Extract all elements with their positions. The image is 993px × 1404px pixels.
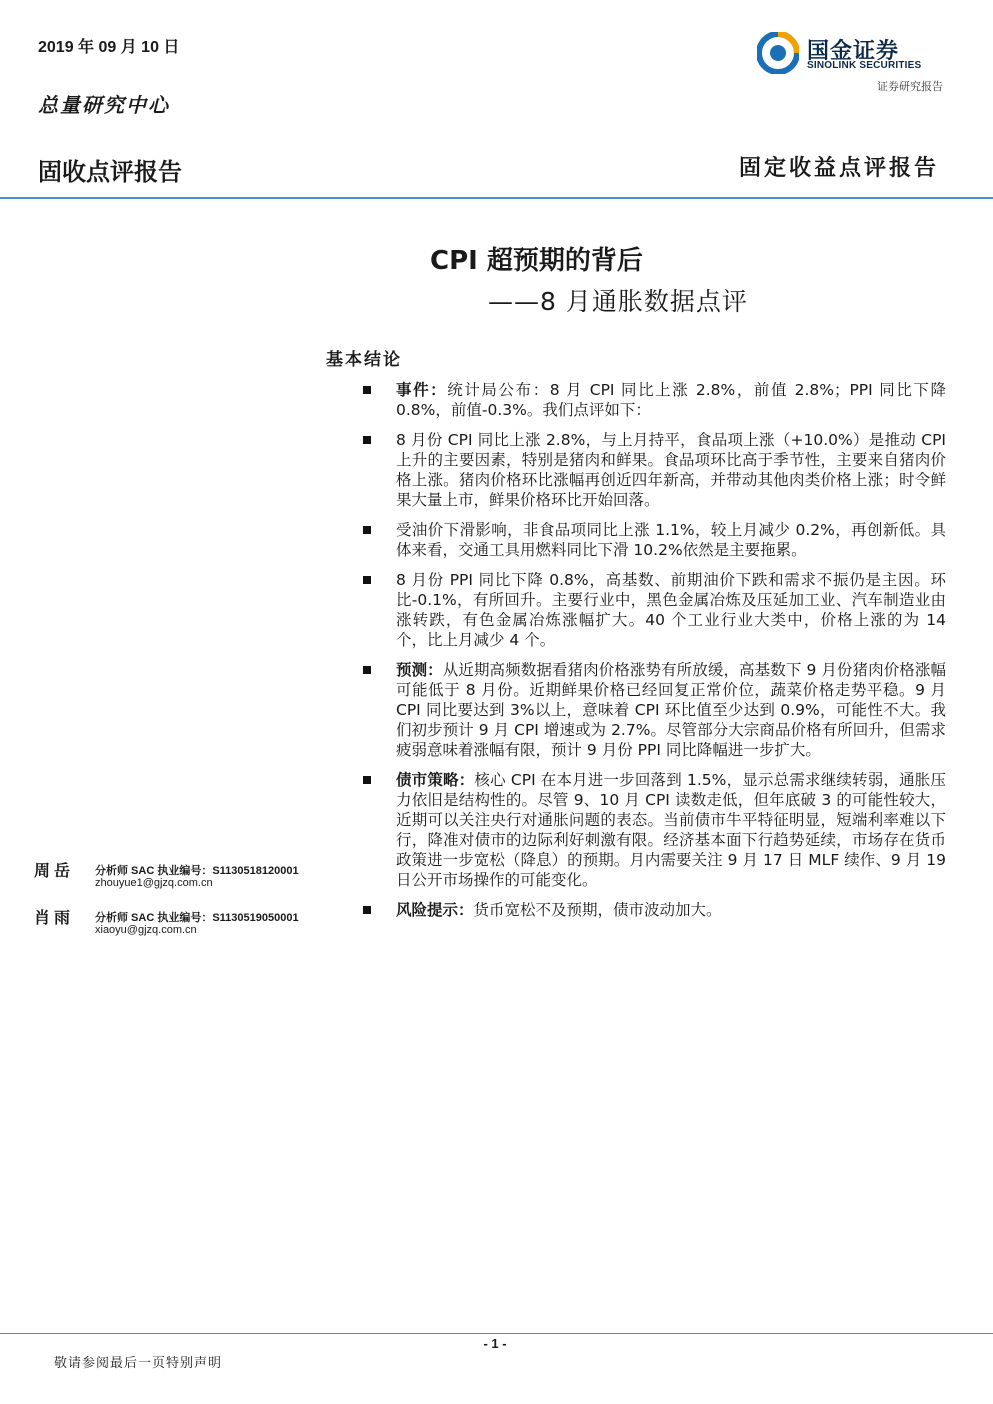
list-item xyxy=(360,570,946,650)
report-title: CPI 超预期的背后 xyxy=(430,246,643,276)
department-name: 总量研究中心 xyxy=(38,93,170,117)
report-type-left: 固收点评报告 xyxy=(38,158,182,186)
key-points-list xyxy=(360,380,946,930)
analyst-cert: 分析师 SAC 执业编号：S1130518120001 xyxy=(95,865,299,877)
list-item xyxy=(360,660,946,760)
report-date: 2019 年 09 月 10 日 xyxy=(38,39,180,56)
logo-name-en: SINOLINK SECURITIES xyxy=(807,60,922,71)
square-bullet-icon xyxy=(363,436,371,444)
point-text: 货币宽松不及预期，债市波动加大。 xyxy=(473,901,722,919)
sinolink-logo-icon xyxy=(757,32,799,74)
company-logo xyxy=(757,32,947,76)
square-bullet-icon xyxy=(363,906,371,914)
list-item xyxy=(360,900,946,920)
logo-subtitle: 证券研究报告 xyxy=(877,80,943,93)
analyst-name: 肖雨 xyxy=(34,908,75,927)
analyst-name: 周岳 xyxy=(34,861,75,880)
report-type-right: 固定收益点评报告 xyxy=(738,156,939,181)
report-subtitle: ——8 月通胀数据点评 xyxy=(488,287,748,316)
section-title: 基本结论 xyxy=(326,350,402,370)
square-bullet-icon xyxy=(363,386,371,394)
footer-disclaimer: 敬请参阅最后一页特别声明 xyxy=(54,1356,223,1371)
point-text: 受油价下滑影响，非食品项同比上涨 1.1%，较上月减少 0.2%，再创新低。具体来看，交通工具用燃料同比下滑 10.2%依然是主要拖累。 xyxy=(396,521,946,559)
header-divider xyxy=(0,197,993,199)
analyst-email[interactable]: xiaoyu@gjzq.com.cn xyxy=(95,924,197,936)
point-text: 8 月份 PPI 同比下降 0.8%，高基数、前期油价下跌和需求不振仍是主因。环比-0.1%，有所回升。主要行业中，黑色金属冶炼及压延加工业、汽车制造业由涨转跌，有色金属冶炼涨幅扩大。40 个工业行业大类中，价格上涨的为 14 个，比上月减少 4 个。 xyxy=(396,571,946,649)
square-bullet-icon xyxy=(363,776,371,784)
analyst-email[interactable]: zhouyue1@gjzq.com.cn xyxy=(95,877,213,889)
list-item xyxy=(360,520,946,560)
list-item xyxy=(360,770,946,890)
point-lead: 风险提示： xyxy=(396,901,474,919)
point-text: 统计局公布：8 月 CPI 同比上涨 2.8%，前值 2.8%；PPI 同比下降 0.8%，前值-0.3%。我们点评如下： xyxy=(396,381,946,419)
list-item xyxy=(360,380,946,420)
point-lead: 预测： xyxy=(396,661,443,679)
logo-name-cn: 国金证券 xyxy=(807,39,900,64)
square-bullet-icon xyxy=(363,666,371,674)
list-item xyxy=(360,430,946,510)
point-text: 8 月份 CPI 同比上涨 2.8%，与上月持平，食品项上涨（+10.0%）是推动 CPI 上升的主要因素，特别是猪肉和鲜果。食品项环比高于季节性，主要来自猪肉价格上涨。猪肉价格环比涨幅再创近四年新高，并带动其他肉类价格上涨；时令鲜果大量上市，鲜果价格环比开始回落。 xyxy=(396,431,946,509)
footer-divider xyxy=(0,1333,993,1334)
point-lead: 事件： xyxy=(396,381,448,399)
analyst-cert: 分析师 SAC 执业编号：S1130519050001 xyxy=(95,912,299,924)
square-bullet-icon xyxy=(363,576,371,584)
page-number: - 1 - xyxy=(483,1336,507,1351)
point-text: 从近期高频数据看猪肉价格涨势有所放缓，高基数下 9 月份猪肉价格涨幅可能低于 8 月份。近期鲜果价格已经回复正常价位，蔬菜价格走势平稳。9 月 CPI 同比要达到 3%以上，意味着 CPI 环比值至少达到 0.9%，可能性不大。我们初步预计 9 月 CPI 增速或为 2.7%。尽管部分大宗商品价格有所回升，但需求疲弱意味着涨幅有限，预计 9 月份 PPI 同比降幅进一步扩大。 xyxy=(396,661,946,759)
point-text: 核心 CPI 在本月进一步回落到 1.5%，显示总需求继续转弱，通胀压力依旧是结构性的。尽管 9、10 月 CPI 读数走低，但年底破 3 的可能性较大，近期可以关注央行对通胀问题的表态。当前债市牛平特征明显，短端利率难以下行，降准对债市的边际利好刺激有限。经济基本面下行趋势延续，市场存在货币政策进一步宽松（降息）的预期。月内需要关注 9 月 17 日 MLF 续作、9 月 19 日公开市场操作的可能变化。 xyxy=(396,771,946,889)
point-lead: 债市策略： xyxy=(396,771,475,789)
square-bullet-icon xyxy=(363,526,371,534)
